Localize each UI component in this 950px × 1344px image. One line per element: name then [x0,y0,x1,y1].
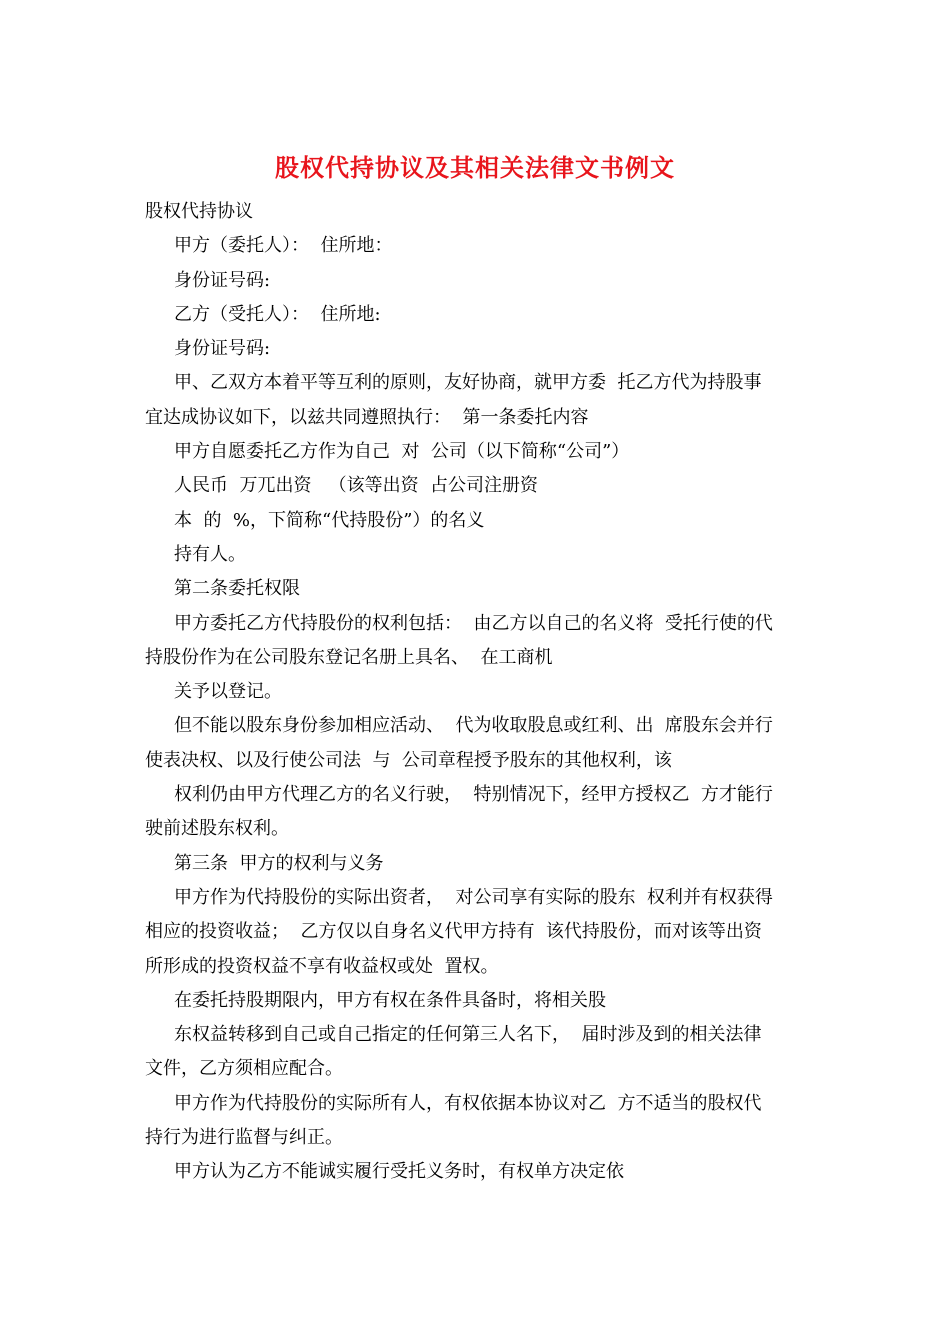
text-line: 身份证号码: [174,338,271,360]
text-line: 甲方自愿委托乙方作为自己 对 公司（以下简称“公司”） [174,441,630,463]
text-line: 驶前述股东权利。 [145,818,289,840]
text-line: 在委托持股期限内，甲方有权在条件具备时，将相关股 [174,989,606,1011]
text-line: 持有人。 [174,543,246,565]
text-line: 持行为进行监督与纠正。 [145,1127,343,1149]
text-line: 使表决权、以及行使公司法 与 公司章程授予股东的其他权利，该 [145,749,672,771]
text-line: 所形成的投资权益不享有收益权或处 置权。 [145,955,499,977]
text-line: 宜达成协议如下，以兹共同遵照执行： 第一条委托内容 [145,406,589,428]
text-line: 人民币 万兀出资 （该等出资 占公司注册资 [174,475,539,497]
text-line: 甲方作为代持股份的实际出资者， 对公司享有实际的股东 权利并有权获得 [174,886,773,908]
text-line: 甲方认为乙方不能诚实履行受托义务时，有权单方决定依 [174,1161,624,1183]
text-line: 身份证号码: [174,269,271,291]
text-line: 权利仍由甲方代理乙方的名义行驶， 特别情况下，经甲方授权乙 方才能行 [174,784,773,806]
text-line: 乙方（受托人）： 住所地: [174,303,381,325]
text-line: 甲、乙双方本着平等互利的原则，友好协商，就甲方委 托乙方代为持股事 [174,372,762,394]
text-line: 持股份作为在公司股东登记名册上具名、 在工商机 [145,646,553,668]
text-line: 股权代持协议 [145,201,253,222]
text-line: 东权益转移到自己或自己指定的任何第三人名下， 届时涉及到的相关法律 [174,1024,762,1046]
text-line: 本 的 %，下简称“代持股份”）的名义 [174,509,485,531]
text-line: 第三条 甲方的权利与义务 [174,852,384,874]
text-line: 第二条委托权限 [174,578,300,600]
text-line: 甲方作为代持股份的实际所有人，有权依据本协议对乙 方不适当的股权代 [174,1092,762,1114]
text-line: 关予以登记。 [174,681,282,703]
text-line: 甲方委托乙方代持股份的权利包括： 由乙方以自己的名义将 受托行使的代 [174,612,773,634]
text-line: 甲方（委托人）： 住所地： [174,235,393,257]
text-line: 但不能以股东身份参加相应活动、 代为收取股息或红利、出 席股东会并行 [174,715,773,737]
text-line: 文件，乙方须相应配合。 [145,1058,343,1080]
document-title: 股权代持协议及其相关法律文书例文 [275,153,675,182]
text-line: 相应的投资收益； 乙方仅以自身名义代甲方持有 该代持股份，而对该等出资 [145,921,762,943]
document-body [145,195,810,1190]
